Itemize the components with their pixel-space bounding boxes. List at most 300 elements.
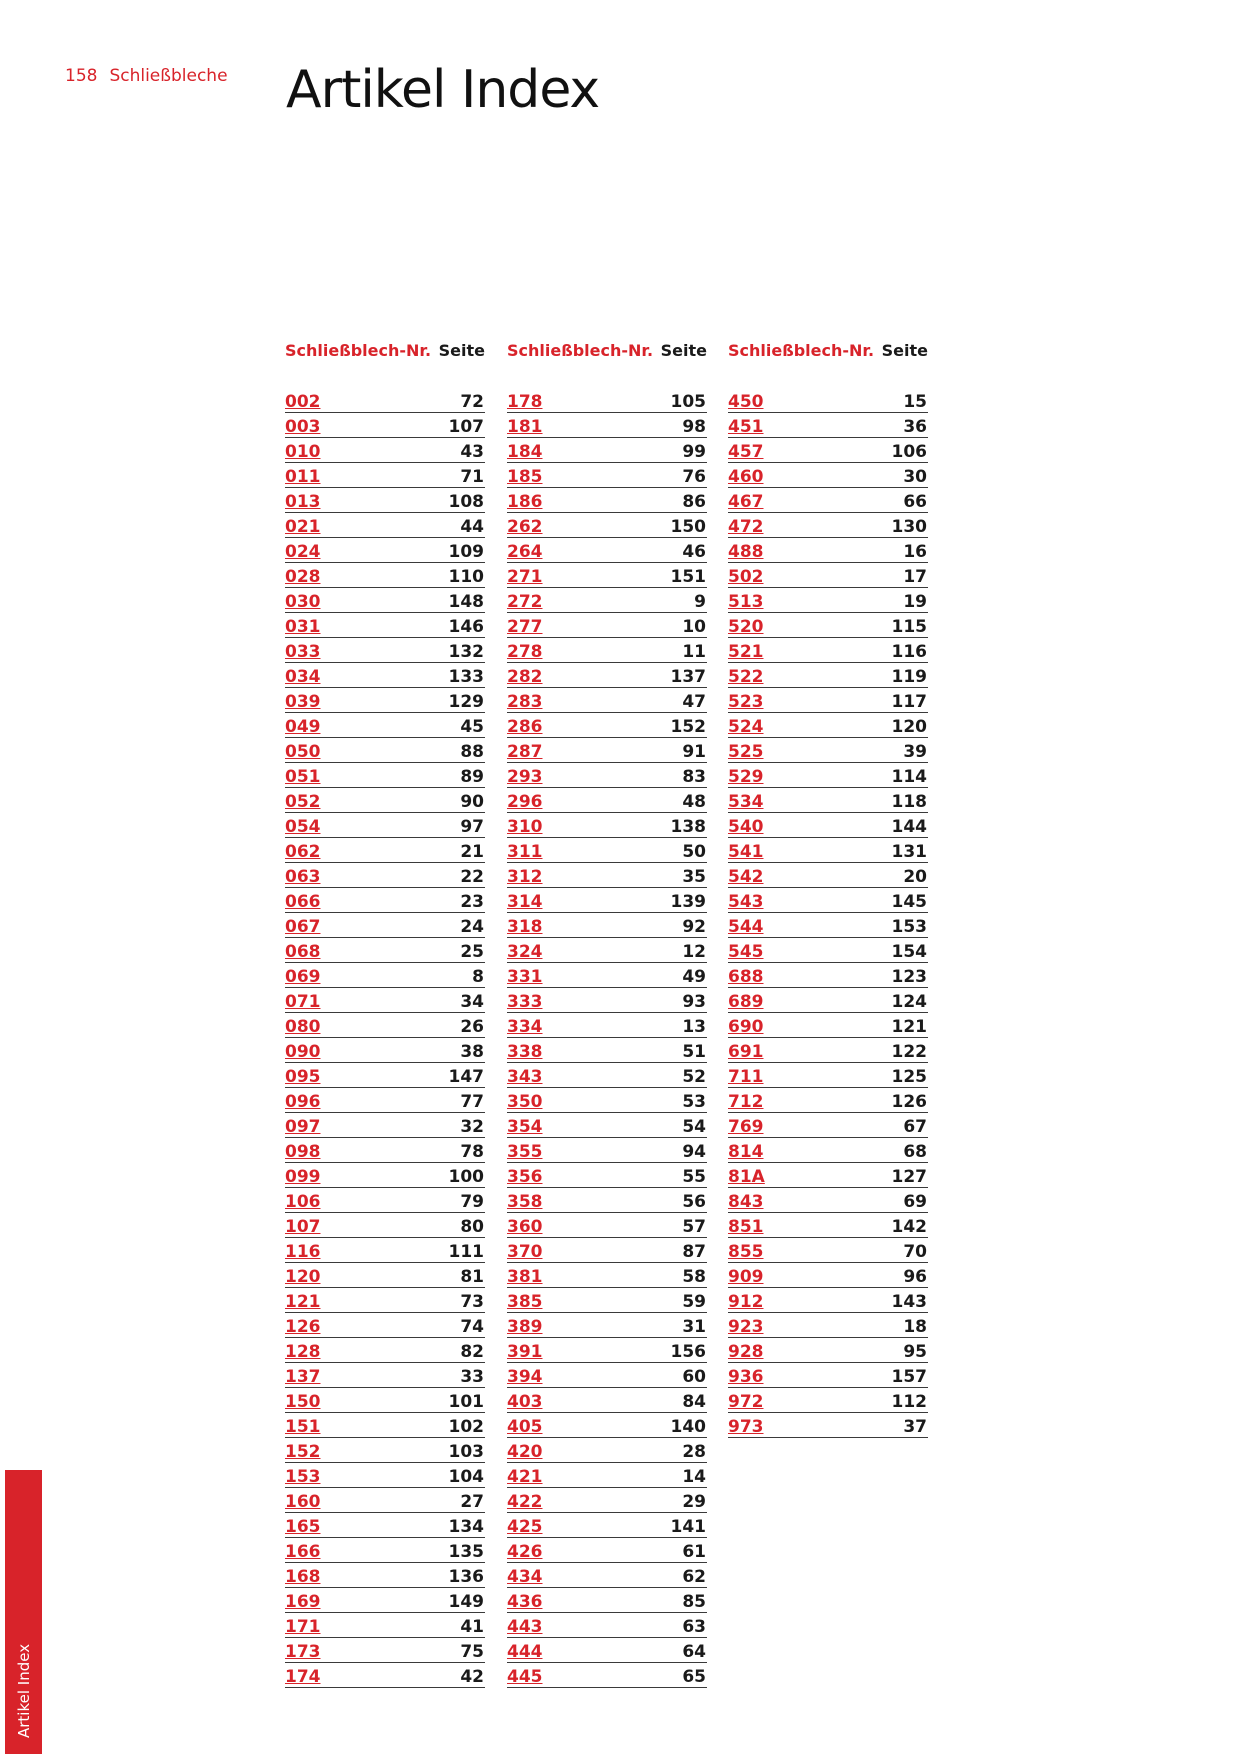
article-number-link[interactable]: 063 xyxy=(285,867,321,887)
article-number-link[interactable]: 318 xyxy=(507,917,543,937)
article-number-link[interactable]: 541 xyxy=(728,842,764,862)
index-row xyxy=(285,888,485,913)
page-reference: 41 xyxy=(460,1617,484,1637)
article-number-link[interactable]: 054 xyxy=(285,817,321,837)
article-number-link[interactable]: 434 xyxy=(507,1567,543,1587)
article-number-link[interactable]: 488 xyxy=(728,542,764,562)
index-row xyxy=(285,838,485,863)
article-number-link[interactable]: 069 xyxy=(285,967,321,987)
index-row xyxy=(728,613,928,638)
article-number-link[interactable]: 150 xyxy=(285,1392,321,1412)
article-number-link[interactable]: 689 xyxy=(728,992,764,1012)
article-number-link[interactable]: 338 xyxy=(507,1042,543,1062)
article-number-link[interactable]: 314 xyxy=(507,892,543,912)
article-number-link[interactable]: 034 xyxy=(285,667,321,687)
index-row xyxy=(728,588,928,613)
page-reference: 97 xyxy=(460,817,484,837)
article-number-link[interactable]: 923 xyxy=(728,1317,764,1337)
index-row xyxy=(285,1488,485,1513)
article-number-link[interactable]: 287 xyxy=(507,742,543,762)
article-number-link[interactable]: 457 xyxy=(728,442,764,462)
page-reference: 30 xyxy=(903,467,927,487)
page-reference: 25 xyxy=(460,942,484,962)
page-reference: 82 xyxy=(460,1342,484,1362)
index-row xyxy=(507,1088,707,1113)
page-reference: 69 xyxy=(903,1192,927,1212)
index-row xyxy=(728,738,928,763)
article-number-link[interactable]: 354 xyxy=(507,1117,543,1137)
article-number-link[interactable]: 534 xyxy=(728,792,764,812)
page-reference: 109 xyxy=(448,542,484,562)
article-number-link[interactable]: 010 xyxy=(285,442,321,462)
index-row xyxy=(507,1638,707,1663)
article-number-link[interactable]: 152 xyxy=(285,1442,321,1462)
index-row xyxy=(728,638,928,663)
index-row xyxy=(507,438,707,463)
article-number-link[interactable]: 050 xyxy=(285,742,321,762)
index-row xyxy=(728,1263,928,1288)
page-reference: 117 xyxy=(891,692,927,712)
index-row xyxy=(728,1038,928,1063)
page-reference: 105 xyxy=(670,392,706,412)
article-number-link[interactable]: 525 xyxy=(728,742,764,762)
page-reference: 145 xyxy=(891,892,927,912)
article-number-link[interactable]: 422 xyxy=(507,1492,543,1512)
header-number: Schließblech-Nr. xyxy=(285,340,432,360)
page-reference: 138 xyxy=(670,817,706,837)
article-number-link[interactable]: 769 xyxy=(728,1117,764,1137)
index-row xyxy=(507,413,707,438)
article-number-link[interactable]: 520 xyxy=(728,617,764,637)
index-row xyxy=(285,1138,485,1163)
article-number-link[interactable]: 544 xyxy=(728,917,764,937)
article-number-link[interactable]: 521 xyxy=(728,642,764,662)
page-reference: 55 xyxy=(682,1167,706,1187)
index-column-1 xyxy=(285,338,485,1688)
index-row xyxy=(285,463,485,488)
page-reference: 53 xyxy=(682,1092,706,1112)
article-number-link[interactable]: 394 xyxy=(507,1367,543,1387)
article-number-link[interactable]: 688 xyxy=(728,967,764,987)
index-row xyxy=(728,1088,928,1113)
article-number-link[interactable]: 467 xyxy=(728,492,764,512)
article-number-link[interactable]: 331 xyxy=(507,967,543,987)
page-reference: 108 xyxy=(448,492,484,512)
article-number-link[interactable]: 472 xyxy=(728,517,764,537)
page-reference: 42 xyxy=(460,1667,484,1687)
page-reference: 13 xyxy=(682,1017,706,1037)
article-number-link[interactable]: 002 xyxy=(285,392,321,412)
index-row xyxy=(507,1588,707,1613)
page-reference: 72 xyxy=(460,392,484,412)
article-number-link[interactable]: 028 xyxy=(285,567,321,587)
article-number-link[interactable]: 293 xyxy=(507,767,543,787)
article-number-link[interactable]: 011 xyxy=(285,467,321,487)
index-row xyxy=(507,1238,707,1263)
page-reference: 124 xyxy=(891,992,927,1012)
article-number-link[interactable]: 350 xyxy=(507,1092,543,1112)
index-row xyxy=(507,1613,707,1638)
index-row xyxy=(285,1013,485,1038)
article-number-link[interactable]: 052 xyxy=(285,792,321,812)
index-row xyxy=(285,1438,485,1463)
index-row xyxy=(285,1113,485,1138)
page-reference: 21 xyxy=(460,842,484,862)
side-tab xyxy=(5,1470,42,1754)
article-number-link[interactable]: 389 xyxy=(507,1317,543,1337)
page-reference: 91 xyxy=(682,742,706,762)
page-reference: 66 xyxy=(903,492,927,512)
article-number-link[interactable]: 711 xyxy=(728,1067,764,1087)
article-number-link[interactable]: 405 xyxy=(507,1417,543,1437)
index-row xyxy=(285,1088,485,1113)
page-reference: 8 xyxy=(472,967,484,987)
article-number-link[interactable]: 153 xyxy=(285,1467,321,1487)
index-row xyxy=(285,688,485,713)
index-row xyxy=(728,1388,928,1413)
article-number-link[interactable]: 356 xyxy=(507,1167,543,1187)
page-reference: 29 xyxy=(682,1492,706,1512)
page-reference: 51 xyxy=(682,1042,706,1062)
article-number-link[interactable]: 443 xyxy=(507,1617,543,1637)
article-number-link[interactable]: 184 xyxy=(507,442,543,462)
column-header xyxy=(728,338,928,362)
article-number-link[interactable]: 334 xyxy=(507,1017,543,1037)
article-number-link[interactable]: 121 xyxy=(285,1292,321,1312)
page-reference: 90 xyxy=(460,792,484,812)
index-row xyxy=(507,813,707,838)
article-number-link[interactable]: 137 xyxy=(285,1367,321,1387)
article-number-link[interactable]: 262 xyxy=(507,517,543,537)
page-reference: 17 xyxy=(903,567,927,587)
article-number-link[interactable]: 358 xyxy=(507,1192,543,1212)
article-number-link[interactable]: 171 xyxy=(285,1617,321,1637)
article-number-link[interactable]: 529 xyxy=(728,767,764,787)
page-reference: 65 xyxy=(682,1667,706,1687)
page-reference: 61 xyxy=(682,1542,706,1562)
article-number-link[interactable]: 178 xyxy=(507,392,543,412)
article-number-link[interactable]: 81A xyxy=(728,1167,765,1187)
page-reference: 16 xyxy=(903,542,927,562)
article-number-link[interactable]: 296 xyxy=(507,792,543,812)
page-reference: 99 xyxy=(682,442,706,462)
index-row xyxy=(285,713,485,738)
article-number-link[interactable]: 186 xyxy=(507,492,543,512)
index-row xyxy=(507,388,707,413)
index-row xyxy=(507,1513,707,1538)
article-number-link[interactable]: 181 xyxy=(507,417,543,437)
article-number-link[interactable]: 165 xyxy=(285,1517,321,1537)
page-reference: 154 xyxy=(891,942,927,962)
page-reference: 143 xyxy=(891,1292,927,1312)
article-number-link[interactable]: 277 xyxy=(507,617,543,637)
article-number-link[interactable]: 107 xyxy=(285,1217,321,1237)
page-reference: 116 xyxy=(891,642,927,662)
page-reference: 22 xyxy=(460,867,484,887)
index-row xyxy=(285,1513,485,1538)
article-number-link[interactable]: 174 xyxy=(285,1667,321,1687)
index-row xyxy=(285,963,485,988)
index-row xyxy=(728,1013,928,1038)
article-number-link[interactable]: 283 xyxy=(507,692,543,712)
article-number-link[interactable]: 099 xyxy=(285,1167,321,1187)
page-reference: 132 xyxy=(448,642,484,662)
article-number-link[interactable]: 024 xyxy=(285,542,321,562)
index-row xyxy=(285,1538,485,1563)
article-number-link[interactable]: 126 xyxy=(285,1317,321,1337)
article-number-link[interactable]: 185 xyxy=(507,467,543,487)
page-reference: 15 xyxy=(903,392,927,412)
article-number-link[interactable]: 031 xyxy=(285,617,321,637)
index-row xyxy=(507,1013,707,1038)
index-row xyxy=(728,788,928,813)
header-number: Schließblech-Nr. xyxy=(507,340,654,360)
page-reference: 71 xyxy=(460,467,484,487)
index-row xyxy=(507,1038,707,1063)
index-row xyxy=(728,1413,928,1438)
index-row xyxy=(507,1563,707,1588)
article-number-link[interactable]: 523 xyxy=(728,692,764,712)
index-row xyxy=(728,413,928,438)
article-number-link[interactable]: 312 xyxy=(507,867,543,887)
index-row xyxy=(507,1413,707,1438)
page-reference: 14 xyxy=(682,1467,706,1487)
article-number-link[interactable]: 385 xyxy=(507,1292,543,1312)
article-number-link[interactable]: 936 xyxy=(728,1367,764,1387)
article-number-link[interactable]: 543 xyxy=(728,892,764,912)
article-number-link[interactable]: 445 xyxy=(507,1667,543,1687)
index-row xyxy=(507,1138,707,1163)
index-row xyxy=(507,988,707,1013)
index-row xyxy=(728,963,928,988)
page-reference: 95 xyxy=(903,1342,927,1362)
index-row xyxy=(285,1663,485,1688)
article-number-link[interactable]: 712 xyxy=(728,1092,764,1112)
index-row xyxy=(285,488,485,513)
article-number-link[interactable]: 513 xyxy=(728,592,764,612)
page-reference: 96 xyxy=(903,1267,927,1287)
article-number-link[interactable]: 460 xyxy=(728,467,764,487)
article-number-link[interactable]: 691 xyxy=(728,1042,764,1062)
article-number-link[interactable]: 030 xyxy=(285,592,321,612)
index-row xyxy=(507,538,707,563)
index-row xyxy=(728,1213,928,1238)
row-list xyxy=(728,388,928,1438)
article-number-link[interactable]: 272 xyxy=(507,592,543,612)
page-reference: 28 xyxy=(682,1442,706,1462)
article-number-link[interactable]: 128 xyxy=(285,1342,321,1362)
article-number-link[interactable]: 343 xyxy=(507,1067,543,1087)
article-number-link[interactable]: 381 xyxy=(507,1267,543,1287)
article-number-link[interactable]: 912 xyxy=(728,1292,764,1312)
index-row xyxy=(507,663,707,688)
page-header xyxy=(65,66,228,86)
index-row xyxy=(285,1038,485,1063)
article-number-link[interactable]: 286 xyxy=(507,717,543,737)
index-row xyxy=(728,713,928,738)
page-reference: 127 xyxy=(891,1167,927,1187)
article-number-link[interactable]: 106 xyxy=(285,1192,321,1212)
index-row xyxy=(728,913,928,938)
article-number-link[interactable]: 051 xyxy=(285,767,321,787)
article-number-link[interactable]: 096 xyxy=(285,1092,321,1112)
article-number-link[interactable]: 021 xyxy=(285,517,321,537)
index-row xyxy=(285,813,485,838)
column-header xyxy=(507,338,707,362)
article-number-link[interactable]: 425 xyxy=(507,1517,543,1537)
article-number-link[interactable]: 855 xyxy=(728,1242,764,1262)
index-row xyxy=(285,538,485,563)
article-number-link[interactable]: 013 xyxy=(285,492,321,512)
page-reference: 136 xyxy=(448,1567,484,1587)
article-number-link[interactable]: 450 xyxy=(728,392,764,412)
index-row xyxy=(728,513,928,538)
article-number-link[interactable]: 370 xyxy=(507,1242,543,1262)
article-number-link[interactable]: 360 xyxy=(507,1217,543,1237)
article-number-link[interactable]: 033 xyxy=(285,642,321,662)
index-row xyxy=(285,988,485,1013)
page-reference: 56 xyxy=(682,1192,706,1212)
page-reference: 60 xyxy=(682,1367,706,1387)
page-reference: 153 xyxy=(891,917,927,937)
page-reference: 157 xyxy=(891,1367,927,1387)
article-number-link[interactable]: 067 xyxy=(285,917,321,937)
index-row xyxy=(728,1138,928,1163)
article-number-link[interactable]: 545 xyxy=(728,942,764,962)
article-number-link[interactable]: 451 xyxy=(728,417,764,437)
page-reference: 135 xyxy=(448,1542,484,1562)
index-row xyxy=(285,1613,485,1638)
index-row xyxy=(285,1463,485,1488)
article-number-link[interactable]: 522 xyxy=(728,667,764,687)
article-number-link[interactable]: 311 xyxy=(507,842,543,862)
article-number-link[interactable]: 972 xyxy=(728,1392,764,1412)
article-number-link[interactable]: 444 xyxy=(507,1642,543,1662)
article-number-link[interactable]: 524 xyxy=(728,717,764,737)
index-row xyxy=(285,1588,485,1613)
article-number-link[interactable]: 264 xyxy=(507,542,543,562)
article-number-link[interactable]: 003 xyxy=(285,417,321,437)
page-reference: 103 xyxy=(448,1442,484,1462)
article-number-link[interactable]: 097 xyxy=(285,1117,321,1137)
article-number-link[interactable]: 068 xyxy=(285,942,321,962)
page-reference: 67 xyxy=(903,1117,927,1137)
article-number-link[interactable]: 168 xyxy=(285,1567,321,1587)
page-reference: 98 xyxy=(682,417,706,437)
index-row xyxy=(728,688,928,713)
article-number-link[interactable]: 928 xyxy=(728,1342,764,1362)
article-number-link[interactable]: 851 xyxy=(728,1217,764,1237)
article-number-link[interactable]: 166 xyxy=(285,1542,321,1562)
article-number-link[interactable]: 540 xyxy=(728,817,764,837)
page-reference: 78 xyxy=(460,1142,484,1162)
article-number-link[interactable]: 278 xyxy=(507,642,543,662)
article-number-link[interactable]: 173 xyxy=(285,1642,321,1662)
article-number-link[interactable]: 039 xyxy=(285,692,321,712)
index-row xyxy=(728,538,928,563)
article-number-link[interactable]: 973 xyxy=(728,1417,764,1437)
index-row xyxy=(728,813,928,838)
article-number-link[interactable]: 355 xyxy=(507,1142,543,1162)
page-reference: 147 xyxy=(448,1067,484,1087)
index-row xyxy=(507,463,707,488)
page-reference: 131 xyxy=(891,842,927,862)
article-number-link[interactable]: 909 xyxy=(728,1267,764,1287)
page-reference: 139 xyxy=(670,892,706,912)
article-number-link[interactable]: 391 xyxy=(507,1342,543,1362)
article-number-link[interactable]: 080 xyxy=(285,1017,321,1037)
article-number-link[interactable]: 542 xyxy=(728,867,764,887)
article-number-link[interactable]: 690 xyxy=(728,1017,764,1037)
page-reference: 119 xyxy=(891,667,927,687)
index-row xyxy=(285,613,485,638)
article-number-link[interactable]: 333 xyxy=(507,992,543,1012)
article-number-link[interactable]: 282 xyxy=(507,667,543,687)
page-reference: 19 xyxy=(903,592,927,612)
page-reference: 38 xyxy=(460,1042,484,1062)
index-row xyxy=(285,863,485,888)
article-number-link[interactable]: 310 xyxy=(507,817,543,837)
index-row xyxy=(285,788,485,813)
article-number-link[interactable]: 098 xyxy=(285,1142,321,1162)
index-row xyxy=(507,863,707,888)
article-number-link[interactable]: 120 xyxy=(285,1267,321,1287)
article-number-link[interactable]: 421 xyxy=(507,1467,543,1487)
index-row xyxy=(728,388,928,413)
article-number-link[interactable]: 066 xyxy=(285,892,321,912)
index-row xyxy=(728,438,928,463)
article-number-link[interactable]: 116 xyxy=(285,1242,321,1262)
article-number-link[interactable]: 436 xyxy=(507,1592,543,1612)
article-number-link[interactable]: 426 xyxy=(507,1542,543,1562)
page-reference: 92 xyxy=(682,917,706,937)
index-row xyxy=(285,1313,485,1338)
article-number-link[interactable]: 814 xyxy=(728,1142,764,1162)
index-column-2 xyxy=(507,338,707,1688)
article-number-link[interactable]: 160 xyxy=(285,1492,321,1512)
article-number-link[interactable]: 049 xyxy=(285,717,321,737)
article-number-link[interactable]: 151 xyxy=(285,1417,321,1437)
page-reference: 50 xyxy=(682,842,706,862)
article-number-link[interactable]: 071 xyxy=(285,992,321,1012)
page-reference: 110 xyxy=(448,567,484,587)
index-row xyxy=(285,1363,485,1388)
article-number-link[interactable]: 420 xyxy=(507,1442,543,1462)
article-number-link[interactable]: 403 xyxy=(507,1392,543,1412)
article-number-link[interactable]: 062 xyxy=(285,842,321,862)
page-reference: 37 xyxy=(903,1417,927,1437)
page-reference: 31 xyxy=(682,1317,706,1337)
page-reference: 114 xyxy=(891,767,927,787)
page-reference: 80 xyxy=(460,1217,484,1237)
page-reference: 68 xyxy=(903,1142,927,1162)
article-number-link[interactable]: 324 xyxy=(507,942,543,962)
article-number-link[interactable]: 271 xyxy=(507,567,543,587)
article-number-link[interactable]: 843 xyxy=(728,1192,764,1212)
page-reference: 58 xyxy=(682,1267,706,1287)
page-reference: 88 xyxy=(460,742,484,762)
article-number-link[interactable]: 095 xyxy=(285,1067,321,1087)
article-number-link[interactable]: 090 xyxy=(285,1042,321,1062)
index-row xyxy=(507,1313,707,1338)
page-reference: 111 xyxy=(448,1242,484,1262)
index-row xyxy=(728,1288,928,1313)
article-number-link[interactable]: 169 xyxy=(285,1592,321,1612)
page-reference: 63 xyxy=(682,1617,706,1637)
index-row xyxy=(285,513,485,538)
article-number-link[interactable]: 502 xyxy=(728,567,764,587)
page-reference: 18 xyxy=(903,1317,927,1337)
